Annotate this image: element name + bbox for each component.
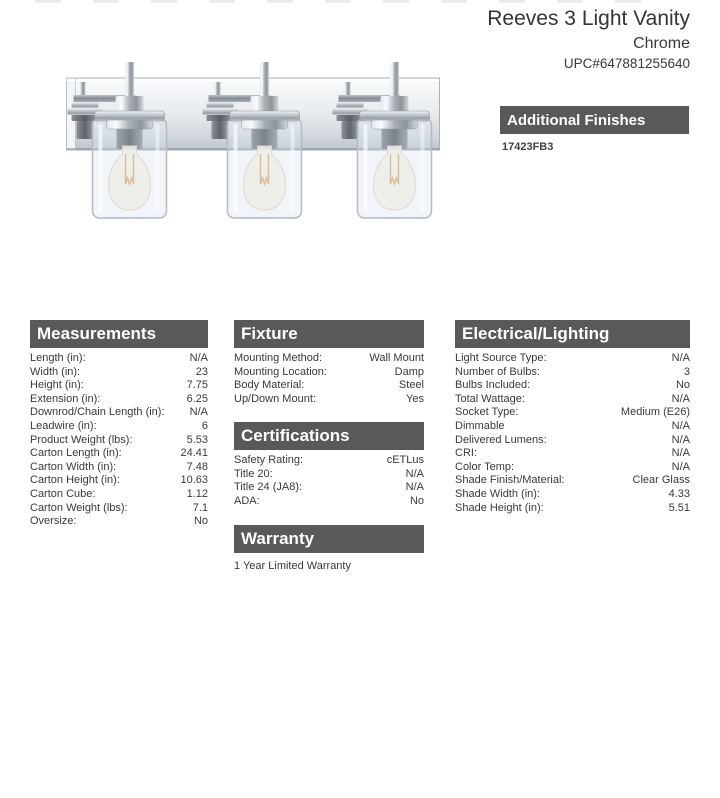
spec-value: 5.51 [668,501,690,514]
spec-label: Mounting Location: [234,365,327,378]
spec-value: N/A [405,481,424,494]
warranty-text: 1 Year Limited Warranty [234,560,351,572]
spec-value: Clear Glass [632,474,690,487]
spec-value: 3 [683,365,690,378]
spec-value: Steel [398,379,424,392]
certifications-section [234,422,424,508]
spec-value: 5.53 [186,433,208,446]
spec-value: N/A [189,352,208,364]
spec-label: Carton Width (in): [30,460,117,473]
spec-value: 7.48 [186,460,208,473]
spec-label: Number of Bulbs: [455,365,540,378]
spec-label: Socket Type: [455,406,519,419]
spec-value: 10.63 [180,474,208,487]
spec-label: Downrod/Chain Length (in): [30,406,165,419]
cropped-logo-remnant [35,0,655,3]
spec-row [30,366,208,380]
spec-value: Damp [394,365,424,378]
spec-row [30,515,208,529]
spec-value: Yes [406,392,424,405]
certifications-header: Certifications [234,422,424,450]
spec-row [234,495,424,509]
spec-label: Carton Weight (lbs): [30,501,128,514]
spec-row [455,488,690,502]
spec-value: N/A [671,392,690,405]
measurements-header: Measurements [30,320,208,348]
additional-finishes-header: Additional Finishes [500,106,689,134]
spec-row [30,502,208,516]
spec-value: 7.75 [186,379,208,392]
product-title: Reeves 3 Light Vanity [487,7,690,30]
product-upc: UPC#647881255640 [563,56,690,71]
spec-label: Bulbs Included: [455,379,531,392]
fixture-section [234,320,424,406]
spec-row [30,393,208,407]
spec-row [455,406,690,420]
spec-row [234,352,424,366]
spec-label: Title 20: [234,467,273,480]
spec-label: Product Weight (lbs): [30,433,133,446]
spec-row [455,366,690,380]
spec-value: 4.33 [668,487,690,500]
electrical-section [455,320,690,515]
spec-label: Width (in): [30,365,81,378]
spec-row [234,468,424,482]
spec-row [455,434,690,448]
spec-row [455,393,690,407]
spec-row [234,481,424,495]
spec-value: N/A [671,447,690,460]
electrical-rows [455,352,690,515]
spec-value: N/A [671,460,690,473]
warranty-header: Warranty [234,525,424,553]
spec-label: Up/Down Mount: [234,392,316,405]
spec-label: Mounting Method: [234,352,323,364]
spec-value: No [193,515,208,528]
spec-label: Title 24 (JA8): [234,481,303,494]
spec-label: Extension (in): [30,392,101,405]
spec-label: Delivered Lumens: [455,433,547,446]
title-block [487,6,690,73]
spec-value: cETLus [386,454,424,466]
spec-row [30,420,208,434]
spec-row [455,474,690,488]
spec-row [234,454,424,468]
spec-label: Shade Width (in): [455,487,540,500]
spec-label: Length (in): [30,352,86,364]
spec-row [30,406,208,420]
spec-value: N/A [671,419,690,432]
spec-label: Height (in): [30,379,84,392]
spec-label: Total Wattage: [455,392,525,405]
spec-value: N/A [671,352,690,364]
spec-label: Light Source Type: [455,352,547,364]
spec-label: Carton Cube: [30,487,96,500]
spec-label: Carton Length (in): [30,447,122,460]
spec-row [30,474,208,488]
certifications-rows [234,454,424,508]
finish-sku: 17423FB3 [502,141,554,153]
electrical-header: Electrical/Lighting [455,320,690,348]
spec-value: 24.41 [180,447,208,460]
spec-row [455,447,690,461]
spec-row [455,352,690,366]
spec-row [234,379,424,393]
spec-value: Medium (E26) [620,406,690,419]
spec-label: Shade Finish/Material: [455,474,565,487]
spec-label: Leadwire (in): [30,419,97,432]
spec-row [30,352,208,366]
spec-value: 6 [201,419,208,432]
measurements-rows [30,352,208,529]
spec-row [455,502,690,516]
spec-label: Shade Height (in): [455,501,544,514]
spec-label: Safety Rating: [234,454,304,466]
spec-row [30,447,208,461]
spec-row [30,434,208,448]
spec-value: N/A [405,467,424,480]
spec-label: Oversize: [30,515,77,528]
spec-row [30,379,208,393]
measurements-section [30,320,208,529]
spec-row [234,366,424,380]
spec-value: 1.12 [186,487,208,500]
spec-value: 6.25 [186,392,208,405]
warranty-section [234,525,424,573]
fixture-header: Fixture [234,320,424,348]
spec-row [234,393,424,407]
product-finish: Chrome [633,35,690,52]
spec-label: Color Temp: [455,460,515,473]
product-photo [52,58,457,258]
spec-label: Body Material: [234,379,305,392]
spec-row [30,488,208,502]
spec-value: 7.1 [192,501,208,514]
spec-value: 23 [195,365,208,378]
spec-value: Wall Mount [369,352,424,364]
additional-finishes-section [500,106,689,154]
spec-row [30,461,208,475]
spec-value: No [675,379,690,392]
spec-label: Dimmable [455,419,505,432]
spec-label: ADA: [234,494,260,507]
fixture-rows [234,352,424,406]
spec-value: N/A [189,406,208,419]
spec-label: Carton Height (in): [30,474,120,487]
spec-value: N/A [671,433,690,446]
spec-row [455,461,690,475]
spec-label: CRI: [455,447,477,460]
spec-row [455,379,690,393]
spec-value: No [409,494,424,507]
spec-row [455,420,690,434]
